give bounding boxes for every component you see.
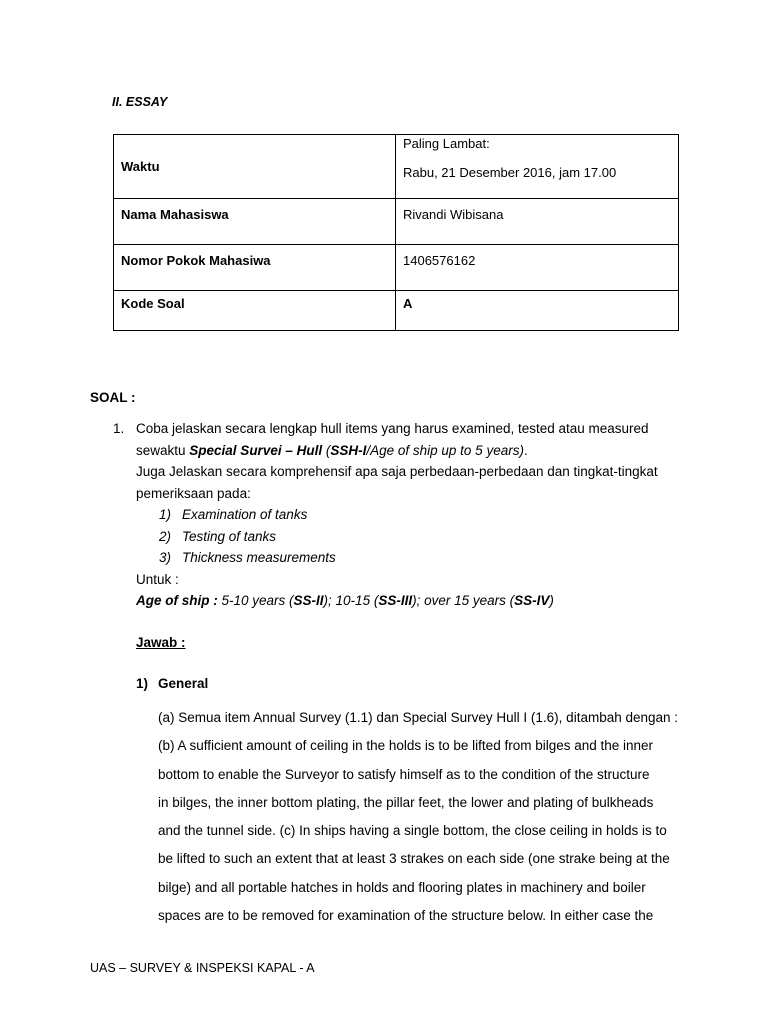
question-text: (: [322, 442, 331, 458]
answer-line: and the tunnel side. (c) In ships having a single bottom, the close ceiling in holds is to: [158, 823, 667, 839]
question-line: Juga Jelaskan secara komprehensif apa saja perbedaan-perbedaan dan tingkat-tingkat: [136, 464, 658, 479]
question-line: [136, 440, 673, 462]
waktu-line2: Rabu, 21 Desember 2016, jam 17.00: [403, 165, 617, 180]
kode-label: Kode Soal: [114, 291, 396, 331]
age-text: 5-10 years (: [217, 593, 294, 608]
waktu-label: Waktu: [114, 135, 396, 199]
ss4-label: SS-IV: [514, 593, 550, 608]
page-footer: UAS – SURVEY & INSPEKSI KAPAL - A: [90, 961, 315, 975]
age-text: ); 10-15 (: [323, 593, 379, 608]
list-item-text: Testing of tanks: [182, 528, 277, 544]
nama-label: Nama Mahasiswa: [114, 199, 396, 245]
age-text: ); over 15 years (: [412, 593, 515, 608]
ssh-label: SSH-I: [330, 442, 367, 458]
question-text: .: [523, 442, 528, 458]
answer-line: be lifted to such an extent that at least 3 strakes on each side (one strake being at the: [158, 851, 670, 867]
npm-value: 1406576162: [396, 245, 679, 291]
soal-heading: SOAL :: [90, 390, 136, 405]
answer-body: [158, 704, 680, 930]
answer-subheading: [136, 676, 208, 691]
table-row: [114, 199, 679, 245]
age-prefix: Age of ship :: [136, 593, 218, 608]
list-item-number: 2): [159, 528, 172, 544]
exam-list: [136, 504, 673, 569]
answer-line: in bilges, the inner bottom plating, the pillar feet, the lower and plating of bulkheads: [158, 794, 654, 810]
list-item: [136, 547, 673, 569]
list-item-text: Thickness measurements: [182, 550, 336, 565]
waktu-line1: Paling Lambat:: [403, 136, 490, 151]
ss3-label: SS-III: [378, 593, 413, 608]
list-item: [136, 526, 673, 548]
question-number: 1.: [113, 421, 125, 436]
answer-line: (b) A sufficient amount of ceiling in the holds is to be lifted from bilges and the inner: [158, 738, 654, 754]
section-title: II. ESSAY: [112, 95, 168, 109]
kode-value: A: [396, 291, 679, 331]
waktu-value: [396, 135, 679, 199]
list-item-number: 3): [159, 550, 172, 565]
question-1: [113, 418, 673, 612]
age-text: ): [549, 593, 554, 608]
question-text: sewaktu: [136, 442, 190, 458]
list-item-number: 1): [159, 507, 172, 522]
list-item: [136, 504, 673, 526]
question-line: pemeriksaan pada:: [136, 485, 251, 501]
table-row: [114, 291, 679, 331]
answer-line: spaces are to be removed for examination of the structure below. In either case the: [158, 908, 654, 924]
table-row: [114, 135, 679, 199]
special-survey-label: Special Survei – Hull: [189, 442, 323, 458]
table-row: [114, 245, 679, 291]
jawab-heading: Jawab :: [136, 635, 186, 650]
answer-sub-number: 1): [136, 676, 149, 691]
npm-label: Nomor Pokok Mahasiwa: [114, 245, 396, 291]
answer-line: bilge) and all portable hatches in holds and flooring plates in machinery and boiler: [158, 879, 646, 895]
list-item-text: Examination of tanks: [182, 507, 308, 522]
question-line: Coba jelaskan secara lengkap hull items yang harus examined, tested atau measured: [136, 421, 649, 436]
answer-sub-title: General: [158, 676, 209, 691]
ss2-label: SS-II: [293, 593, 324, 608]
info-table: [113, 134, 679, 331]
age-line: [136, 590, 673, 612]
untuk-label: Untuk :: [136, 571, 179, 587]
answer-line: bottom to enable the Surveyor to satisfy himself as to the condition of the structure: [158, 766, 650, 782]
answer-line: (a) Semua item Annual Survey (1.1) dan Special Survey Hull I (1.6), ditambah dengan :: [158, 710, 679, 725]
nama-value: Rivandi Wibisana: [396, 199, 679, 245]
question-text: /Age of ship up to 5 years): [366, 442, 524, 458]
